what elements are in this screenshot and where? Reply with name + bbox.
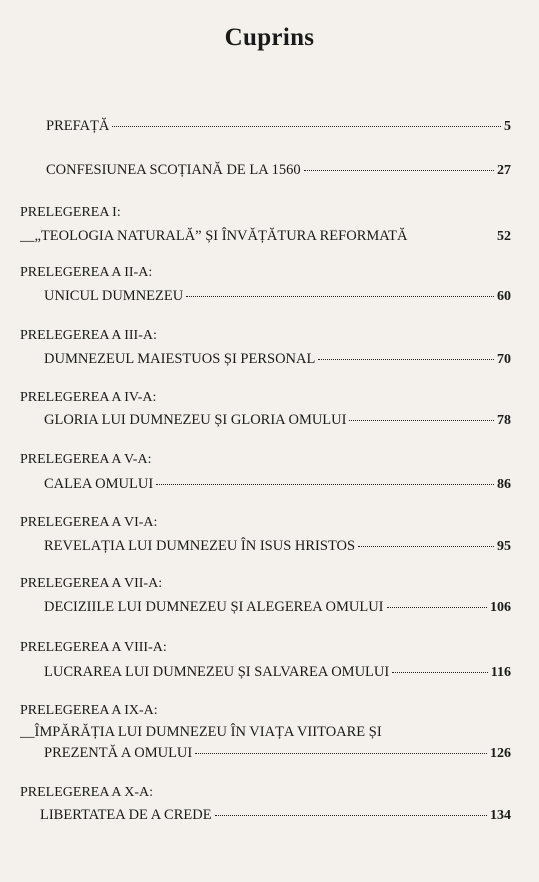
toc-entry-label: UNICUL DUMNEZEU	[44, 288, 184, 304]
toc-entry-page: 27	[497, 163, 511, 178]
lecture-heading: PRELEGEREA A V-A:	[20, 452, 152, 467]
toc-entry-lecture-5[interactable]	[44, 476, 511, 493]
lecture-heading: PRELEGEREA A VI-A:	[20, 515, 158, 530]
lecture-heading: PRELEGEREA I:	[20, 205, 121, 220]
toc-entry-page: 106	[490, 600, 511, 615]
toc-entry-page: 116	[490, 665, 511, 680]
lecture-heading: PRELEGEREA A VIII-A:	[20, 640, 167, 655]
lecture-heading: PRELEGEREA A II-A:	[20, 265, 153, 280]
lecture-heading: PRELEGEREA A X-A:	[20, 785, 154, 800]
leader-dots	[349, 420, 494, 421]
toc-entry-label: __„TEOLOGIA NATURALĂ” ȘI ÎNVĂȚĂTURA REFORMATĂ	[20, 228, 408, 244]
toc-entry-lecture-8[interactable]	[44, 664, 511, 681]
toc-entry-page: 78	[497, 413, 511, 428]
toc-entry-page: 70	[497, 352, 511, 367]
toc-entry-label: LUCRAREA LUI DUMNEZEU ȘI SALVAREA OMULUI	[44, 664, 390, 680]
leader-dots	[156, 484, 494, 485]
leader-dots	[195, 753, 487, 754]
toc-entry-confession[interactable]	[46, 162, 511, 179]
toc-entry-page: 134	[490, 808, 511, 823]
toc-entry-label: GLORIA LUI DUMNEZEU ȘI GLORIA OMULUI	[44, 412, 347, 428]
toc-entry-label: DUMNEZEUL MAIESTUOS ȘI PERSONAL	[44, 351, 316, 367]
page-title: Cuprins	[224, 24, 315, 51]
toc-entry-page: 95	[497, 539, 511, 554]
toc-entry-label: REVELAȚIA LUI DUMNEZEU ÎN ISUS HRISTOS	[44, 538, 356, 554]
toc-entry-lecture-9[interactable]	[44, 745, 511, 762]
toc-entry-label: PREFAȚĂ	[46, 118, 110, 134]
toc-entry-lecture-1[interactable]	[20, 228, 511, 245]
toc-entry-page: 5	[504, 119, 511, 134]
toc-entry-lecture-10[interactable]	[40, 807, 511, 824]
leader-dots	[318, 359, 494, 360]
toc-entry-lecture-2[interactable]	[44, 288, 511, 305]
toc-entry-page: 60	[497, 289, 511, 304]
lecture-heading: PRELEGEREA A IV-A:	[20, 390, 157, 405]
toc-entry-lecture-6[interactable]	[44, 538, 511, 555]
toc-entry-lecture-7[interactable]	[44, 599, 511, 616]
lecture-heading: PRELEGEREA A VII-A:	[20, 576, 163, 591]
leader-dots	[186, 296, 494, 297]
leader-dots	[387, 607, 488, 608]
toc-entry-page: 126	[490, 746, 511, 761]
leader-dots	[215, 815, 487, 816]
toc-entry-label: PREZENTĂ A OMULUI	[44, 745, 193, 761]
leader-dots	[304, 170, 494, 171]
toc-entry-label: CONFESIUNEA SCOȚIANĂ DE LA 1560	[46, 162, 301, 178]
toc-entry-label-line1[interactable]: __ÎMPĂRĂȚIA LUI DUMNEZEU ÎN VIAȚA VIITOARE ȘI	[20, 724, 382, 740]
leader-dots	[392, 672, 488, 673]
toc-entry-page: 86	[497, 477, 511, 492]
toc-entry-lecture-4[interactable]	[44, 412, 511, 429]
leader-dots	[358, 546, 494, 547]
leader-dots	[112, 126, 501, 127]
lecture-heading: PRELEGEREA A III-A:	[20, 328, 157, 343]
toc-entry-label: LIBERTATEA DE A CREDE	[40, 807, 212, 823]
toc-entry-page: 52	[497, 229, 511, 244]
toc-entry-preface[interactable]	[46, 118, 511, 135]
lecture-heading: PRELEGEREA A IX-A:	[20, 703, 158, 718]
toc-entry-lecture-3[interactable]	[44, 351, 511, 368]
toc-entry-label: CALEA OMULUI	[44, 476, 154, 492]
toc-entry-label: DECIZIILE LUI DUMNEZEU ȘI ALEGEREA OMULUI	[44, 599, 384, 615]
